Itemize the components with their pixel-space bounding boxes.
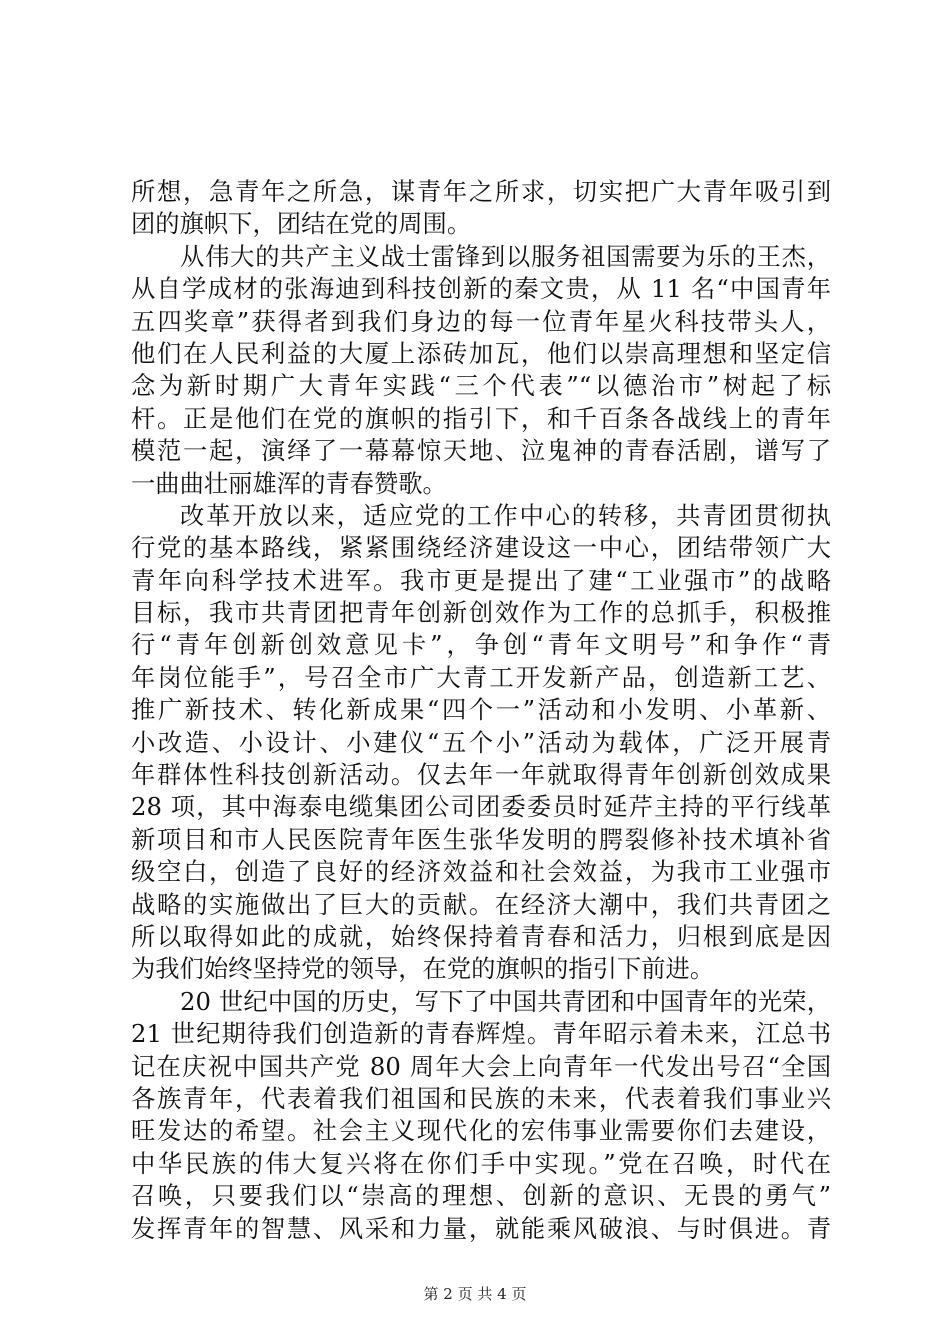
text-line: 28 项，其中海泰电缆集团公司团委委员时延芹主持的平行线革 [131, 792, 831, 822]
paragraph [131, 176, 831, 241]
paragraph [131, 500, 831, 986]
text-line: 各族青年，代表着我们祖国和民族的未来，代表着我们事业兴 [131, 1083, 831, 1113]
page-footer: 第 2 页 共 4 页 [423, 1285, 527, 1303]
text-line: 目标，我市共青团把青年创新创效作为工作的总抓手，积极推 [131, 598, 831, 628]
text-line: 五四奖章”获得者到我们身边的每一位青年星火科技带头人， [131, 306, 831, 336]
text-line: 所以取得如此的成就，始终保持着青春和活力，归根到底是因 [131, 921, 831, 951]
text-line: 中华民族的伟大复兴将在你们手中实现。”党在召唤，时代在 [131, 1148, 831, 1178]
text-line: 行党的基本路线，紧紧围绕经济建设这一中心，团结带领广大 [131, 533, 831, 563]
text-line: 21 世纪期待我们创造新的青春辉煌。青年昭示着未来，江总书 [131, 1019, 831, 1049]
text-line: 行“青年创新创效意见卡”，争创“青年文明号”和争作“青 [131, 630, 831, 660]
text-line: 20 世纪中国的历史，写下了中国共青团和中国青年的光荣， [180, 986, 831, 1016]
text-line: 战略的实施做出了巨大的贡献。在经济大潮中，我们共青团之 [131, 889, 831, 919]
text-line: 记在庆祝中国共产党 80 周年大会上向青年一代发出号召“全国 [131, 1051, 831, 1081]
text-line: 年群体性科技创新活动。仅去年一年就取得青年创新创效成果 [131, 760, 831, 790]
text-line: 发挥青年的智慧、风采和力量，就能乘风破浪、与时俱进。青 [131, 1213, 831, 1243]
text-line: 级空白，创造了良好的经济效益和社会效益，为我市工业强市 [131, 857, 831, 887]
text-line: 念为新时期广大青年实践“三个代表”“以德治市”树起了标 [131, 371, 831, 401]
text-line: 团的旗帜下，团结在党的周围。 [131, 209, 472, 239]
text-line: 推广新技术、转化新成果“四个一”活动和小发明、小革新、 [131, 695, 831, 725]
text-line: 一曲曲壮丽雄浑的青春赞歌。 [131, 468, 447, 498]
text-line: 新项目和市人民医院青年医生张华发明的腭裂修补技术填补省 [131, 824, 831, 854]
text-line: 改革开放以来，适应党的工作中心的转移，共青团贯彻执 [180, 500, 831, 530]
text-line: 年岗位能手”，号召全市广大青工开发新产品，创造新工艺、 [131, 662, 831, 692]
text-line: 小改造、小设计、小建仪“五个小”活动为载体，广泛开展青 [131, 727, 831, 757]
text-line: 为我们始终坚持党的领导，在党的旗帜的指引下前进。 [131, 954, 715, 984]
text-line: 杆。正是他们在党的旗帜的指引下，和千百条各战线上的青年 [131, 403, 831, 433]
text-line: 从伟大的共产主义战士雷锋到以服务祖国需要为乐的王杰， [180, 241, 831, 271]
text-line: 青年向科学技术进军。我市更是提出了建“工业强市”的战略 [131, 565, 831, 595]
text-line: 模范一起，演绎了一幕幕惊天地、泣鬼神的青春活剧，谱写了 [131, 436, 831, 466]
text-line: 从自学成材的张海迪到科技创新的秦文贵，从 11 名“中国青年 [131, 274, 831, 304]
text-line: 旺发达的希望。社会主义现代化的宏伟事业需要你们去建设， [131, 1116, 831, 1146]
body-text [131, 176, 831, 1245]
paragraph [131, 986, 831, 1245]
text-line: 召唤，只要我们以“崇高的理想、创新的意识、无畏的勇气” [131, 1181, 831, 1211]
text-line: 他们在人民利益的大厦上添砖加瓦，他们以崇高理想和坚定信 [131, 338, 831, 368]
paragraph [131, 241, 831, 500]
text-line: 所想，急青年之所急，谋青年之所求，切实把广大青年吸引到 [131, 177, 831, 206]
